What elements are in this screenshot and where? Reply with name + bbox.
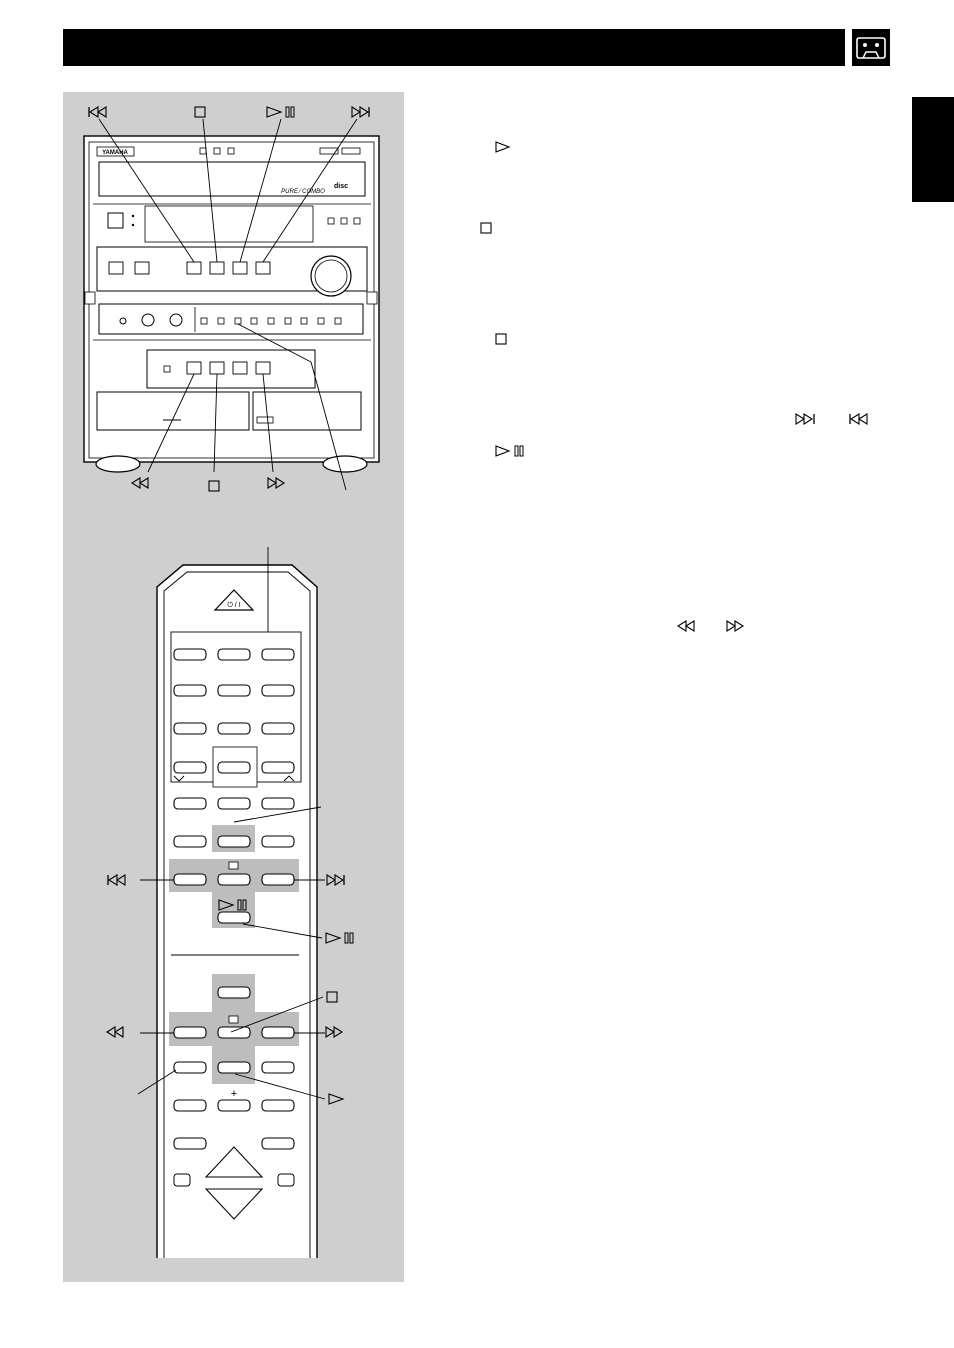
stop-icon	[327, 992, 337, 1002]
rewind-icon	[107, 1027, 123, 1037]
remote-skip-forward-button[interactable]	[262, 874, 294, 885]
skip-back-icon	[848, 413, 870, 425]
skip-forward-icon	[795, 413, 817, 425]
stop-icon	[195, 107, 205, 117]
play-pause-icon	[267, 107, 294, 117]
remote-plus-label: +	[230, 1088, 238, 1100]
illustration-svg	[63, 92, 404, 1282]
fast-forward-icon	[726, 620, 746, 632]
remote-tape-stop-button[interactable]	[218, 1027, 250, 1038]
stop-icon	[209, 481, 219, 491]
skip-back-icon	[89, 107, 106, 117]
play-icon	[495, 141, 511, 153]
brand-logo: YAMAHA	[102, 150, 128, 156]
skip-forward-icon	[352, 107, 369, 117]
remote-rewind-button[interactable]	[174, 1027, 206, 1038]
section-title-bar	[63, 29, 845, 66]
play-pause-icon	[495, 445, 531, 457]
rewind-icon	[132, 478, 148, 488]
fast-forward-icon	[268, 478, 284, 488]
remote-skip-back-button[interactable]	[174, 874, 206, 885]
rewind-icon	[677, 620, 697, 632]
skip-forward-icon	[327, 875, 344, 885]
stereo-unit	[84, 136, 379, 472]
fast-forward-icon	[326, 1027, 342, 1037]
cassette-icon	[852, 29, 890, 66]
stop-icon	[495, 333, 507, 345]
language-side-tab	[912, 97, 954, 202]
pure-combo-logo: PURE ⁄ COMBO	[281, 189, 325, 195]
remote-stop-button[interactable]	[218, 874, 250, 885]
remote-fast-forward-button[interactable]	[262, 1027, 294, 1038]
play-pause-icon	[326, 933, 353, 943]
skip-back-icon	[108, 875, 125, 885]
remote-control	[157, 547, 317, 1258]
power-button-label: ⏻ / I	[227, 602, 241, 609]
play-icon	[329, 1094, 343, 1104]
remote-play-pause-button[interactable]	[218, 912, 250, 923]
stop-icon	[480, 222, 492, 234]
illustration-panel	[63, 92, 404, 1282]
disc-logo: disc	[333, 183, 349, 190]
remote-play-button[interactable]	[218, 1062, 250, 1073]
